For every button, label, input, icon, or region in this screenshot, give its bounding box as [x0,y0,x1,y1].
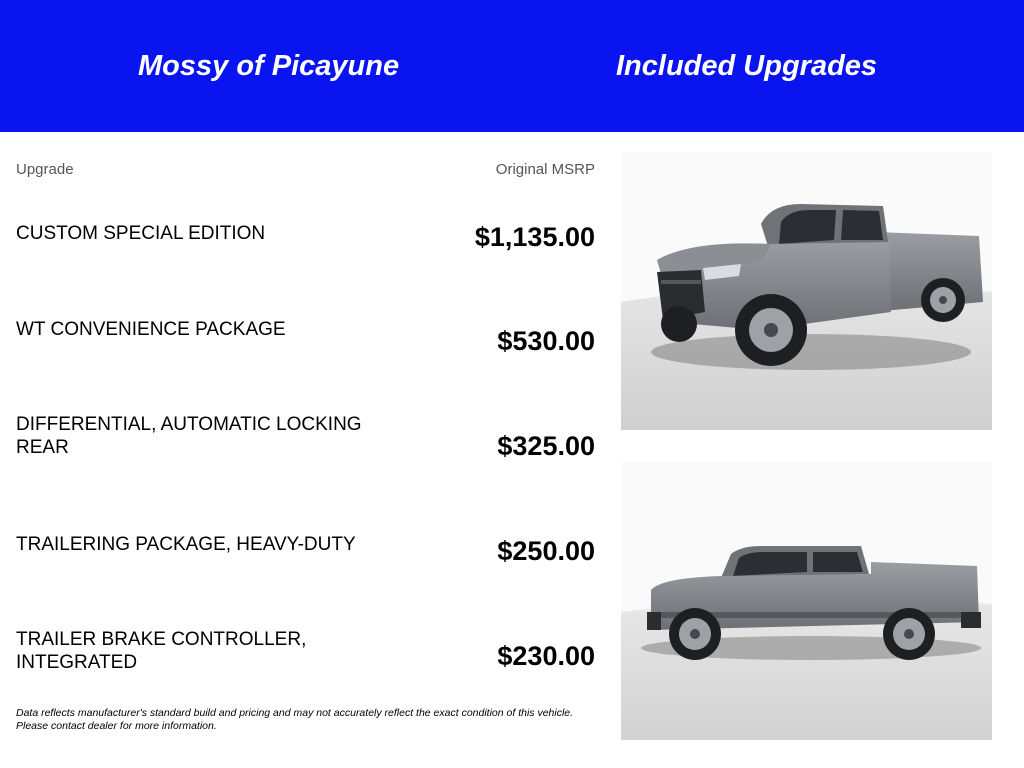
disclaimer-text: Data reflects manufacturer's standard build and pricing and may not accurately reflect the exact condition of this vehicle. Please contact dealer for more information. [16,707,574,732]
upgrade-price: $530.00 [497,326,595,356]
upgrade-name: WT CONVENIENCE PACKAGE [16,319,286,340]
truck-front-three-quarter-photo [621,152,992,430]
upgrade-price: $230.00 [497,641,595,671]
upgrade-price: $250.00 [497,536,595,566]
upgrade-name: DIFFERENTIAL, AUTOMATIC LOCKING REAR [16,414,362,458]
upgrade-price: $325.00 [497,431,595,461]
upgrade-name: CUSTOM SPECIAL EDITION [16,223,266,244]
dealer-name: Mossy of Picayune [138,50,400,82]
truck-side-profile-photo [621,462,992,740]
column-header-upgrade: Upgrade [16,161,74,178]
header-banner [0,0,1024,132]
upgrade-name: TRAILERING PACKAGE, HEAVY-DUTY [16,534,356,555]
upgrade-price: $1,135.00 [474,222,595,252]
column-header-msrp: Original MSRP [495,161,595,178]
upgrade-name: TRAILER BRAKE CONTROLLER, INTEGRATED [16,629,307,673]
section-title: Included Upgrades [616,50,878,82]
